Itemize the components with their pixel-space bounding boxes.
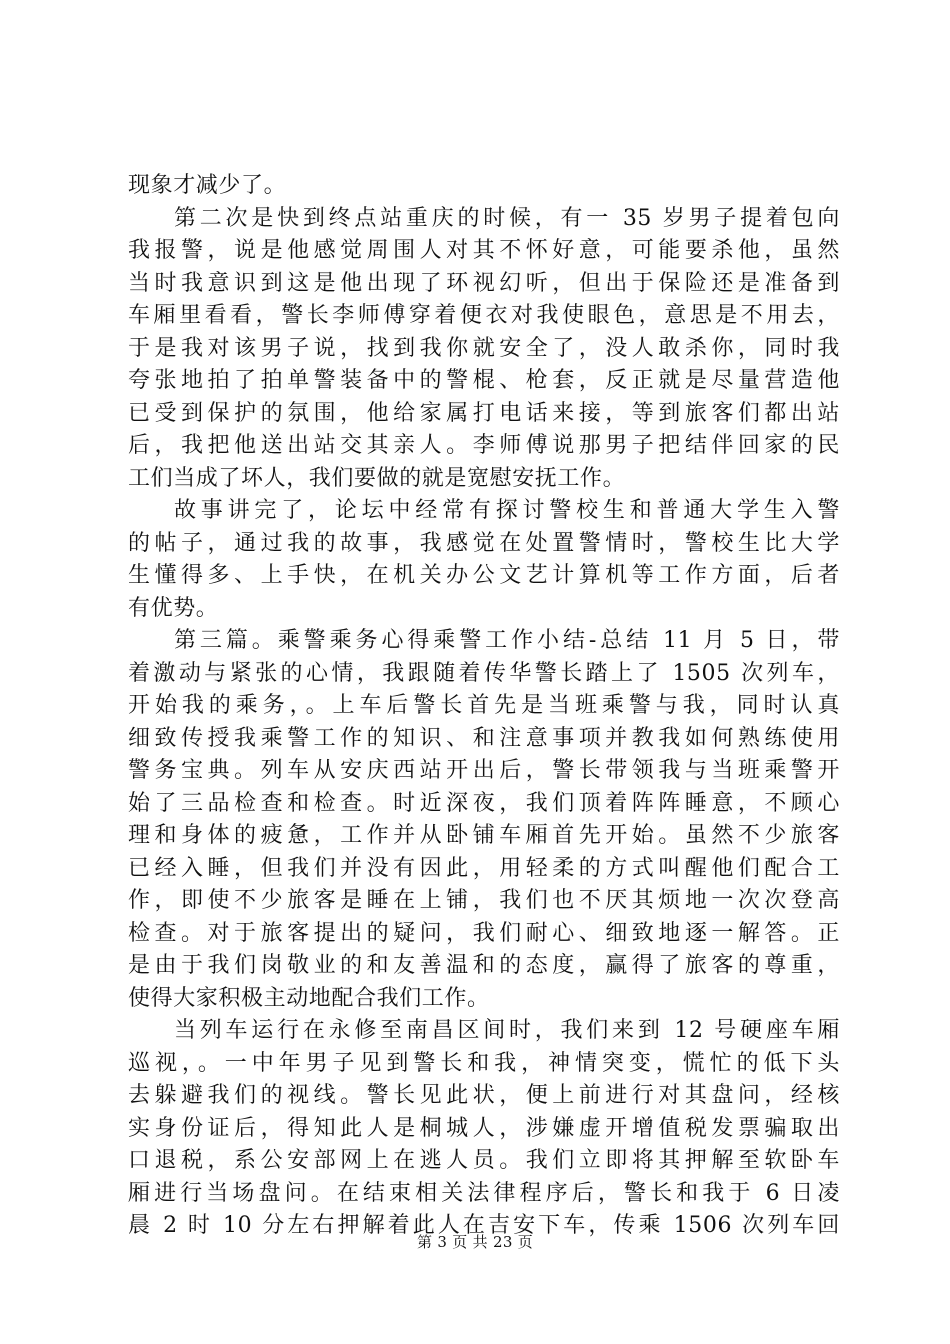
text-line: 是由于我们岗敬业的和友善温和的态度，赢得了旅客的尊重， xyxy=(128,953,840,978)
text-line: 作，即使不少旅客是睡在上铺，我们也不厌其烦地一次次登高 xyxy=(128,888,840,913)
text-line: 已经入睡，但我们并没有因此，用轻柔的方式叫醒他们配合工 xyxy=(128,855,840,881)
page-footer: 第 3 页 共 23 页 xyxy=(416,1233,534,1251)
text-line: 当列车运行在永修至南昌区间时，我们来到 12 号硬座车厢 xyxy=(174,1018,840,1043)
text-line: 理和身体的疲惫，工作并从卧铺车厢首先开始。虽然不少旅客 xyxy=(128,823,840,848)
text-line: 口退税，系公安部网上在逃人员。我们立即将其押解至软卧车 xyxy=(128,1148,840,1173)
text-line: 第三篇。乘警乘务心得乘警工作小结-总结 11 月 5 日，带 xyxy=(174,628,840,653)
text-line: 夸张地拍了拍单警装备中的警棍、枪套，反正就是尽量营造他 xyxy=(128,368,840,393)
text-line: 使得大家积极主动地配合我们工作。 xyxy=(128,985,490,1011)
body-text xyxy=(128,170,840,1243)
text-line: 现象才减少了。 xyxy=(128,173,287,198)
text-line: 厢进行当场盘问。在结束相关法律程序后，警长和我于 6 日凌 xyxy=(128,1180,840,1206)
text-line: 当时我意识到这是他出现了环视幻听，但出于保险还是准备到 xyxy=(128,270,840,296)
text-line: 生懂得多、上手快，在机关办公文艺计算机等工作方面，后者 xyxy=(128,563,840,588)
text-line: 的帖子，通过我的故事，我感觉在处置警情时，警校生比大学 xyxy=(128,530,840,556)
text-line: 巡视，。一中年男子见到警长和我，神情突变，慌忙的低下头 xyxy=(128,1050,840,1076)
text-line: 工们当成了坏人，我们要做的就是宽慰安抚工作。 xyxy=(128,465,626,491)
text-line: 我报警，说是他感觉周围人对其不怀好意，可能要杀他，虽然 xyxy=(128,238,840,263)
text-line: 警务宝典。列车从安庆西站开出后，警长带领我与当班乘警开 xyxy=(128,758,840,783)
text-line: 着激动与紧张的心情，我跟随着传华警长踏上了 1505 次列车， xyxy=(128,660,840,686)
text-line: 检查。对于旅客提出的疑问，我们耐心、细致地逐一解答。正 xyxy=(128,920,840,946)
text-line: 已受到保护的氛围，他给家属打电话来接，等到旅客们都出站 xyxy=(128,400,840,426)
text-line: 晨 2 时 10 分左右押解着此人在吉安下车，传乘 1506 次列车回 xyxy=(128,1213,840,1238)
text-line: 有优势。 xyxy=(128,595,219,621)
text-line: 第二次是快到终点站重庆的时候，有一 35 岁男子提着包向 xyxy=(174,205,840,231)
text-line: 去躲避我们的视线。警长见此状，便上前进行对其盘问，经核 xyxy=(128,1083,840,1108)
text-line: 于是我对该男子说，找到我你就安全了，没人敢杀你，同时我 xyxy=(128,335,840,361)
text-line: 实身份证后，得知此人是桐城人，涉嫌虚开增值税发票骗取出 xyxy=(128,1115,840,1141)
text-line: 后，我把他送出站交其亲人。李师傅说那男子把结伴回家的民 xyxy=(128,433,840,458)
text-line: 细致传授我乘警工作的知识、和注意事项并教我如何熟练使用 xyxy=(128,725,840,751)
text-line: 始了三品检查和检查。时近深夜，我们顶着阵阵睡意，不顾心 xyxy=(128,790,840,816)
text-line: 故事讲完了，论坛中经常有探讨警校生和普通大学生入警 xyxy=(174,498,840,523)
text-line: 开始我的乘务，。上车后警长首先是当班乘警与我，同时认真 xyxy=(128,693,840,718)
text-line: 车厢里看看，警长李师傅穿着便衣对我使眼色，意思是不用去， xyxy=(128,303,840,328)
